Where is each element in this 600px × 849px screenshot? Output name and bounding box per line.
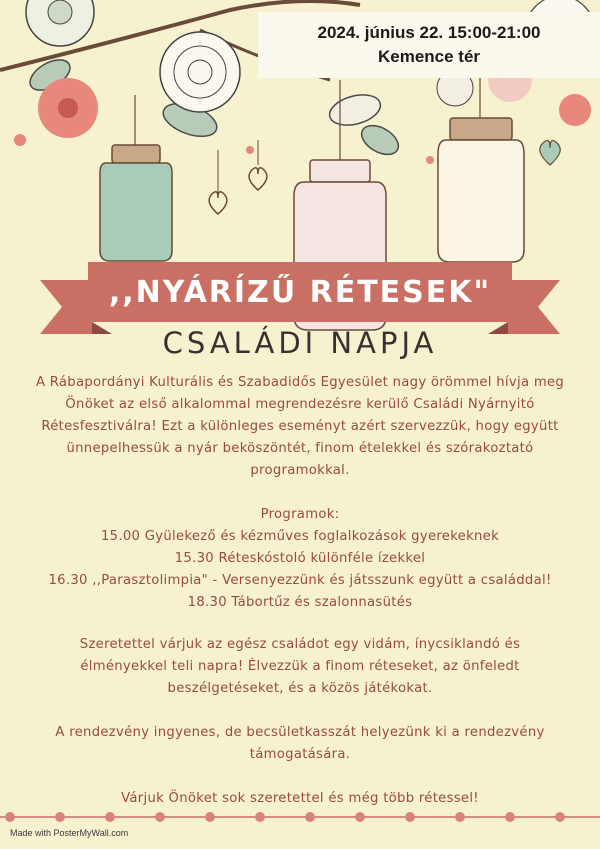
- program-item: 15.30 Réteskóstoló különféle ízekkel: [174, 551, 426, 566]
- closing-line: Várjuk Önöket sok szeretettel és még több rétessel!: [121, 791, 479, 806]
- made-with-credit: Made with PosterMyWall.com: [10, 828, 129, 838]
- intro-line: Önöket az első alkalommal megrendezésre kerülő Családi Nyárnyitó: [65, 397, 535, 412]
- poster-subtitle: CSALÁDI NAPJA: [162, 326, 438, 360]
- intro-line: ünnepelhessük a nyár beköszöntét, finom ételekkel és szórakoztató: [66, 441, 534, 456]
- invite-line: élményekkel teli napra! Élvezzük a finom réteseket, az önfeledt: [80, 659, 520, 674]
- event-info-box: [258, 12, 600, 78]
- poster-title: ,,NYÁRÍZŰ RÉTESEK": [108, 275, 492, 310]
- program-heading: Programok:: [260, 507, 340, 522]
- invite-paragraph: [0, 634, 600, 700]
- program-item: 16.30 ,,Parasztolimpia" - Versenyezzünk és játsszunk együtt a családdal!: [48, 573, 552, 588]
- invite-line: beszélgetéseket, és a közös játékokat.: [167, 681, 433, 696]
- intro-paragraph: [0, 372, 600, 482]
- intro-line: A Rábapordányi Kulturális és Szabadidős Egyesület nagy örömmel hívja meg: [35, 375, 565, 390]
- intro-line: programokkal.: [250, 463, 350, 478]
- free-line: támogatására.: [249, 747, 351, 762]
- program-item: 15.00 Gyülekező és kézműves foglalkozások gyerekeknek: [100, 529, 500, 544]
- program-list: [0, 504, 600, 614]
- free-entry-paragraph: [0, 722, 600, 766]
- event-location: Kemence tér: [377, 47, 481, 66]
- invite-line: Szeretettel várjuk az egész családot egy vidám, ínycsiklandó és: [79, 637, 521, 652]
- program-item: 18.30 Tábortűz és szalonnasütés: [187, 595, 413, 610]
- intro-line: Rétesfesztiválra! Ezt a különleges eseményt azért szervezzük, hogy együtt: [41, 419, 559, 434]
- free-line: A rendezvény ingyenes, de becsületkasszát helyezünk ki a rendezvény: [55, 725, 545, 740]
- event-date-time: 2024. június 22. 15:00-21:00: [317, 23, 541, 42]
